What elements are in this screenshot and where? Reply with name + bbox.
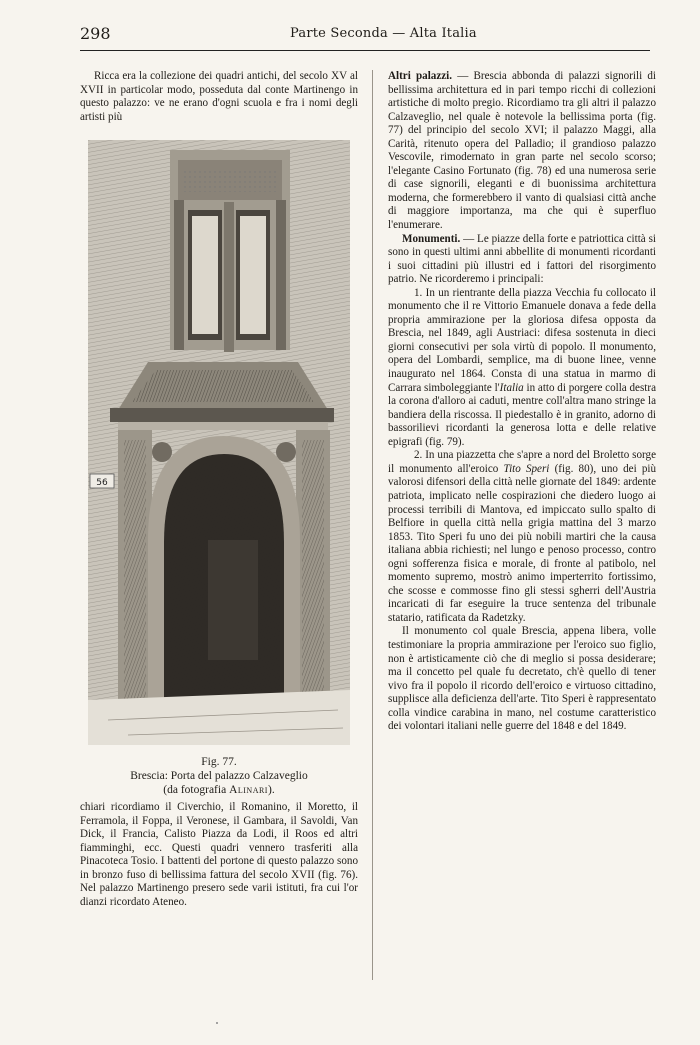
paragraph-monument-1 xyxy=(388,287,656,450)
paragraph-monumenti xyxy=(388,233,656,287)
figure-caption-text: Brescia: Porta del palazzo Calzaveglio xyxy=(130,770,308,782)
figure-illustration xyxy=(88,140,350,745)
header-rule xyxy=(80,50,650,51)
monument-1-text-b: in atto di porgere colla destra la corona d'alloro ai caduti, mentre coll'altra mano stringe la bandiera della riscossa. Il piedestallo è in granito, adorno di bassorilievi ricordanti la generosa lotta e delle relative epigrafi (fig. 79). xyxy=(388,381,656,448)
monument-1-text-a: 1. In un rientrante della piazza Vecchia fu collocato il monumento che il re Vittorio Emanuele donava a fede della propria ammirazione per la gloriosa difesa opposta da Brescia, nel 1849, agli Austriaci: difesa sostenuta in dieci giorni consecutivi per sola virtù di popolo. Il monumento, opera del Lombardi, semplice, ma di buone linee, venne inaugurato nel 1864. Consta di una statua in marmo di Carrara simboleggiante l' xyxy=(388,286,656,394)
figure-caption xyxy=(80,755,358,797)
monument-2-text-a: 2. In una piazzetta che s'apre a nord del Broletto sorge il monumento all'eroico xyxy=(388,449,656,475)
house-number: 56 xyxy=(96,478,108,488)
figure-credit-name: Alinari xyxy=(229,784,268,796)
monument-2-italic: Tito Speri xyxy=(503,462,550,475)
column-divider xyxy=(372,70,373,980)
left-top-paragraph: Ricca era la collezione dei quadri antichi, del secolo XV al XVII in particolar modo, posseduta dal conte Martinengo in questo palazzo: ve ne erano d'ogni scuola e fra i nomi degli artisti più xyxy=(80,70,358,123)
doorway-engraving xyxy=(88,140,350,745)
text-monumenti: — Le piazze della forte e patriottica città si sono in questi ultimi anni abbellite di monumenti ricordanti i suoi cittadini più illustri ed i fattori del risorgimento patrio. Ne ricorderemo i principali: xyxy=(388,232,656,286)
page-header xyxy=(80,24,650,46)
right-column xyxy=(388,70,656,734)
running-title: Parte Seconda — Alta Italia xyxy=(290,26,477,41)
left-column xyxy=(80,70,358,124)
paragraph-monument-2 xyxy=(388,449,656,625)
paragraph-monument-2-cont: Il monumento col quale Brescia, appena libera, volle testimoniare la propria ammirazione per l'eroico suo figlio, non è artisticamente ciò che di meglio si possa desiderare; ma il concetto pel quale fu decretato, ch'è quello di tener vivo fra il popolo il ricordo dell'eroico e virtuoso cittadino, supplisce alla deficienza dell'arte. Tito Speri è rappresentato colla vindice carabina in mano, nel costume caratteristico dei volontari italiani nelle guerre del 1848 e del 1849. xyxy=(388,625,656,733)
figure-credit xyxy=(80,783,358,797)
print-speck xyxy=(216,1022,218,1024)
monument-1-italic: Italia xyxy=(499,381,524,394)
heading-monumenti: Monumenti. xyxy=(402,232,461,245)
figure-credit-prefix: (da fotografia xyxy=(163,784,230,796)
monument-2-text-b: (fig. 80), uno dei più valorosi difensori della città nelle giornate del 1849: ardente patriota, implicato nelle cospirazioni che diedero luogo ai processi terribili di Mantova, ed impiccato sullo spalto di Belfiore in quella città nella grigia mattina del 3 marzo 1853. Tito Speri fu uno dei più nobili martiri che la causa italiana abbia richiesti; nel lungo e penoso processo, contro ogni sofferenza fisica e morale, di fronte al patibolo, nel momento supremo, mostrò animo imperterrito fortissimo, che scosse e commosse fino gli stessi sgherri dell'Austria incaricati di far eseguire la truce sentenza del tribunale statario, ratificata da Radetzky. xyxy=(388,462,657,624)
page-number: 298 xyxy=(80,24,111,43)
text-altri-palazzi: — Brescia abbonda di palazzi signorili di bellissima architettura ed in pari tempo ricchi di collezioni artistiche di molto pregio. Ricordiamo tra gli altri il palazzo Calzaveglio, nel quale è notevole la bellissima porta (fig. 77) del principio del secolo XVI; il palazzo Maggi, alla Carità, ritenuto opera del Palladio; il grandioso palazzo Vescovile, rimodernato in gran parte nel secolo scorso; l'elegante Casino Fortunato (fig. 78) ed una numerosa serie di case signorili, eleganti e di buonissima architettura moderna, che formerebbero il vanto di qualsiasi città anche di maggiore importanza, ma che qui è superfluo l'enumerare. xyxy=(388,70,656,232)
paragraph-altri-palazzi xyxy=(388,70,656,233)
left-bottom-block xyxy=(80,801,358,909)
heading-altri-palazzi: Altri palazzi. xyxy=(388,70,453,82)
figure-label: Fig. 77. xyxy=(201,756,237,768)
left-bottom-paragraph: chiari ricordiamo il Civerchio, il Romanino, il Moretto, il Ferramola, il Foppa, il Veronese, il Gambara, il Savoldi, Van Dick, il Francia, Calisto Piazza da Lodi, il Roos ed altri fiamminghi, ecc. Questi quadri vennero trasferiti alla Pinacoteca Tosio. I battenti del portone di questo palazzo sono in bronzo fuso di bellissima fattura del secolo XVII (fig. 76). Nel palazzo Martinengo presero sede varii istituti, fra cui l'or dianzi ricordato Ateneo. xyxy=(80,801,358,908)
figure-credit-suffix: ). xyxy=(267,784,275,796)
